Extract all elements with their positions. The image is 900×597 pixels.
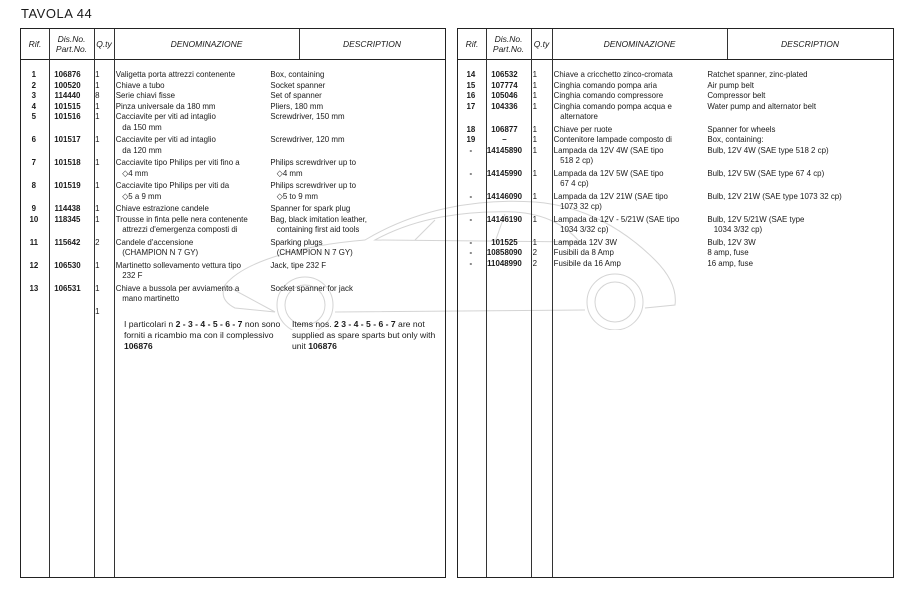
footnote-text: Items nos. (292, 319, 335, 329)
quantity: 1 (95, 282, 100, 293)
table-row (458, 214, 893, 235)
part-number: 107774 (491, 79, 518, 90)
description-line: Bulb, 12V 4W (SAE type 518 2 cp) (707, 144, 829, 155)
rif-number: - (469, 213, 473, 224)
description-line: Screwdriver, 120 mm (270, 134, 345, 144)
description-line: Pliers, 180 mm (270, 100, 324, 111)
header-part-no (49, 29, 94, 59)
description-line: Bulb, 12V 3W (707, 236, 756, 247)
table-row (458, 168, 893, 189)
table-header (21, 29, 445, 60)
denominazione-line: Chiave per ruote (553, 123, 613, 134)
footnote-text: I particolari n (124, 319, 176, 329)
description (270, 101, 323, 112)
denominazione-line: 1073 32 cp) (560, 201, 602, 211)
part-number: 101516 (54, 111, 81, 121)
header-description: DESCRIPTION (342, 39, 402, 49)
denominazione-line: attrezzi d'emergenza composti di (122, 224, 238, 234)
denominazione (116, 157, 240, 178)
quantity: 1 (532, 69, 538, 79)
description-line: Socket spanner (270, 79, 326, 90)
denominazione-line: Fusibile da 16 Amp (553, 257, 621, 268)
denominazione (116, 80, 165, 91)
part-number: 104336 (491, 100, 518, 111)
part-number: 11048990 (487, 257, 522, 268)
part-number: 101518 (54, 157, 81, 167)
quantity: 1 (532, 167, 538, 178)
part-number: – (502, 134, 507, 144)
quantity: 2 (95, 236, 100, 247)
quantity: 1 (532, 134, 538, 144)
table-row (458, 247, 893, 258)
rif-number: - (469, 257, 473, 268)
description (270, 203, 350, 214)
rif-number: 3 (31, 90, 37, 100)
description (707, 124, 775, 135)
part-number: 14146190 (486, 213, 523, 224)
description (707, 214, 804, 235)
rif-number: 14 (466, 69, 476, 79)
denominazione-line: 1034 3/32 cp) (560, 224, 609, 234)
description (270, 80, 325, 91)
description (270, 180, 356, 201)
part-number: 114440 (54, 90, 81, 100)
denominazione-line: Lampada da 12V 21W (SAE tipo (553, 190, 668, 201)
part-number: 101519 (54, 180, 81, 190)
quantity: 1 (532, 236, 538, 247)
denominazione-line: Pinza universale da 180 mm (115, 100, 216, 111)
denominazione (554, 145, 664, 166)
rif-number: 4 (31, 100, 37, 111)
denominazione-line: Lampada 12V 3W (553, 236, 617, 247)
header-part-no-line1: Dis.No. (494, 34, 523, 44)
table-row (21, 157, 445, 178)
description (707, 90, 765, 101)
description-line: Bag, black imitation leather, (270, 213, 368, 224)
rif-number: 9 (31, 203, 37, 213)
table-row (21, 80, 445, 91)
denominazione-line: Lampada da 12V - 5/21W (SAE tipo (553, 213, 680, 224)
header-denominazione: DENOMINAZIONE (603, 39, 676, 49)
table-row (458, 90, 893, 101)
denominazione (116, 214, 248, 235)
denominazione-line: ◇4 mm (122, 167, 149, 178)
part-number: 105046 (491, 90, 518, 100)
description (270, 283, 353, 294)
description (707, 145, 828, 156)
rif-number: - (469, 190, 473, 201)
quantity: 1 (532, 123, 538, 134)
quantity: 1 (95, 134, 100, 144)
header-denominazione: DENOMINAZIONE (170, 39, 243, 49)
denominazione (554, 247, 614, 258)
description-line: Compressor belt (707, 90, 766, 100)
header-description: DESCRIPTION (780, 39, 840, 49)
table-row (458, 101, 893, 122)
table-header (458, 29, 893, 60)
denominazione (554, 191, 668, 212)
denominazione (554, 237, 617, 248)
table-row (458, 145, 893, 166)
denominazione (554, 90, 663, 101)
quantity: 1 (532, 90, 538, 100)
part-number: 14145890 (486, 144, 523, 155)
denominazione-line: Fusibili da 8 Amp (553, 247, 614, 257)
rif-number: - (469, 247, 473, 257)
rif-number: 11 (29, 236, 39, 247)
header-part-no-line2: Part.No. (492, 44, 525, 54)
rif-number: 10 (29, 213, 39, 224)
denominazione (116, 90, 175, 101)
denominazione-line: Valigetta porta attrezzi contenente (115, 69, 236, 79)
table-row (21, 69, 445, 80)
denominazione-line: Cacciavite tipo Philips per viti fino a (115, 157, 240, 167)
footnote-items: 2 3 - 4 - 5 - 6 - 7 (334, 319, 396, 329)
denominazione (554, 168, 664, 189)
table-row (458, 124, 893, 135)
quantity: 1 (532, 100, 538, 111)
rif-number: 18 (466, 123, 476, 134)
footnote-text: are not supplied as spare sparts but only with unit (292, 319, 436, 351)
denominazione (116, 283, 240, 304)
rif-number: 8 (31, 180, 37, 190)
description (270, 237, 352, 258)
denominazione-line: alternatore (560, 111, 598, 121)
denominazione (116, 69, 235, 80)
table-row (458, 237, 893, 248)
denominazione-line: 518 2 cp) (560, 155, 594, 165)
denominazione (116, 203, 209, 214)
denominazione-line: Trousse in finta pelle nera contenente (115, 213, 248, 224)
description-line: Water pump and alternator belt (707, 100, 817, 111)
denominazione (554, 124, 612, 135)
header-part-no-line2: Part.No. (55, 44, 88, 54)
denominazione (554, 101, 672, 122)
description (707, 168, 824, 179)
denominazione-line: 67 4 cp) (560, 178, 589, 188)
table-row (21, 237, 445, 258)
table-body (458, 69, 893, 268)
denominazione-line: ◇5 a 9 mm (122, 190, 162, 201)
description (707, 191, 841, 202)
denominazione (116, 260, 241, 281)
denominazione-line: Lampada da 12V 5W (SAE tipo (553, 167, 664, 178)
description-line: ◇5 to 9 mm (276, 190, 319, 201)
part-number: 106530 (54, 259, 81, 270)
quantity: 1 (95, 213, 100, 224)
denominazione-line: da 150 mm (122, 121, 162, 132)
part-number: 106877 (491, 123, 518, 134)
description-line: 8 amp, fuse (707, 247, 749, 257)
footnote-unit: 106876 (124, 341, 153, 351)
rif-number: 1 (31, 69, 37, 79)
description-line: Set of spanner (270, 90, 322, 100)
rif-number: 7 (31, 157, 37, 167)
quantity: 1 (95, 69, 100, 79)
table-row (21, 180, 445, 201)
description-line: containing first aid tools (276, 224, 360, 234)
description (707, 80, 754, 91)
description-line: Spanner for wheels (707, 123, 776, 134)
description-line: Ratchet spanner, zinc-plated (707, 69, 808, 79)
table-row (21, 90, 445, 101)
description-line: Bulb, 12V 5W (SAE type 67 4 cp) (707, 167, 825, 178)
table-row (458, 80, 893, 91)
rif-number: 12 (29, 259, 39, 270)
description (270, 214, 367, 235)
description (270, 157, 356, 178)
page-title: TAVOLA 44 (21, 6, 93, 21)
part-number: 114438 (54, 203, 81, 213)
footnote-items: 2 - 3 - 4 - 5 - 6 - 7 (175, 319, 243, 329)
rif-number: 6 (31, 134, 37, 144)
rif-number: - (469, 167, 473, 178)
denominazione-line: Martinetto sollevamento vettura tipo (115, 259, 242, 270)
part-number: 115642 (54, 236, 81, 247)
denominazione-line: da 120 mm (122, 144, 162, 155)
description-line: 1034 3/32 cp) (713, 224, 763, 234)
denominazione-line: Candele d'accensione (115, 236, 194, 247)
denominazione-line: Cinghia comando pompa acqua e (553, 100, 672, 111)
table-row (21, 306, 445, 317)
part-number: 106531 (54, 282, 81, 293)
footnote-text: non sono forniti a ricambio ma con il complessivo (124, 319, 281, 340)
denominazione (554, 134, 672, 145)
quantity: 1 (95, 259, 100, 270)
description (270, 134, 344, 145)
table-row (21, 283, 445, 304)
description (707, 134, 763, 145)
denominazione-line: 232 F (122, 270, 143, 280)
part-number: 100520 (54, 79, 81, 90)
denominazione (116, 237, 198, 258)
part-number: 101515 (54, 100, 81, 111)
denominazione (116, 111, 216, 132)
description-line: Bulb, 12V 21W (SAE type 1073 32 cp) (707, 190, 842, 201)
quantity: 2 (532, 257, 538, 268)
quantity: 2 (532, 247, 538, 257)
table-row (458, 258, 893, 269)
rif-number: 16 (466, 90, 476, 100)
rif-number: 13 (29, 282, 39, 293)
denominazione (116, 180, 229, 201)
description (707, 101, 816, 112)
description-line: Spanner for spark plug (270, 203, 351, 213)
part-number: 14145990 (486, 167, 523, 178)
description (270, 69, 324, 80)
quantity: 1 (532, 79, 538, 90)
description-line: (CHAMPION N 7 GY) (276, 247, 353, 257)
table-body (21, 69, 445, 316)
header-part-no (486, 29, 531, 59)
part-number: 118345 (54, 213, 81, 224)
description-line: ◇4 mm (276, 167, 303, 178)
footnote-unit: 106876 (308, 341, 337, 351)
description (707, 258, 753, 269)
table-row (458, 69, 893, 80)
quantity: 1 (95, 111, 100, 121)
description-line: Philips screwdriver up to (270, 180, 357, 190)
quantity: 8 (95, 90, 100, 100)
footnote-italian (124, 319, 284, 352)
denominazione-line: Serie chiavi fisse (115, 90, 176, 100)
table-row (21, 101, 445, 112)
denominazione (116, 101, 216, 112)
quantity: 1 (532, 144, 538, 155)
quantity: 1 (532, 213, 538, 224)
rif-number: - (469, 236, 473, 247)
denominazione (554, 258, 621, 269)
description-line: Socket spanner for jack (270, 282, 353, 293)
denominazione-line: Chiave a cricchetto zinco-cromata (553, 69, 673, 79)
quantity: 1 (95, 157, 100, 167)
table-row (21, 214, 445, 235)
rif-number: 5 (31, 111, 37, 121)
parts-table-right (457, 28, 894, 578)
denominazione-line: mano martinetto (122, 293, 180, 303)
header-rif: Rif. (28, 39, 42, 49)
quantity: 1 (532, 190, 538, 201)
rif-number: 2 (31, 79, 37, 90)
description-line: Sparking plugs (270, 236, 323, 247)
denominazione-line: Cacciavite per viti ad intaglio (115, 111, 216, 121)
description-line: Air pump belt (707, 79, 754, 90)
table-row (458, 134, 893, 145)
description-line: Box, containing (270, 69, 325, 79)
description-line: Screwdriver, 150 mm (270, 111, 345, 121)
denominazione (554, 69, 673, 80)
denominazione-line: Lampada da 12V 4W (SAE tipo (553, 144, 664, 155)
description-line: Bulb, 12V 5/21W (SAE type (707, 213, 805, 224)
part-number: 14146090 (486, 190, 523, 201)
denominazione-line: Chiave a bussola per avviamento a (115, 282, 240, 293)
part-number: 101517 (54, 134, 81, 144)
description (270, 111, 344, 122)
header-part-no-line1: Dis.No. (57, 34, 86, 44)
quantity: 1 (95, 100, 100, 111)
header-rif: Rif. (465, 39, 479, 49)
denominazione-line: Cacciavite per viti ad intaglio (115, 134, 216, 144)
part-number: 106876 (54, 69, 81, 79)
description (707, 247, 748, 258)
table-row (21, 260, 445, 281)
denominazione (554, 214, 680, 235)
description-line: Jack, tipe 232 F (270, 259, 327, 270)
header-qty: Q.ty (96, 39, 112, 49)
header-qty: Q.ty (533, 39, 550, 49)
quantity: 1 (95, 79, 100, 90)
part-number: 106532 (491, 69, 518, 79)
rif-number: - (469, 144, 473, 155)
parts-table-left (20, 28, 446, 578)
denominazione (554, 80, 657, 91)
denominazione-line: Cinghia comando compressore (553, 90, 664, 100)
quantity: 1 (95, 203, 100, 213)
denominazione (116, 134, 216, 155)
quantity: 1 (95, 180, 100, 190)
denominazione-line: Cinghia comando pompa aria (553, 79, 657, 90)
description-line: Philips screwdriver up to (270, 157, 357, 167)
table-row (21, 134, 445, 155)
part-number: 101525 (491, 236, 518, 247)
description (707, 237, 755, 248)
rif-number: 17 (466, 100, 476, 111)
quantity: 1 (95, 305, 100, 316)
description (270, 90, 321, 101)
description-line: Box, containing: (707, 134, 764, 144)
part-number: 10858090 (486, 247, 523, 257)
denominazione-line: Chiave estrazione candele (115, 203, 209, 213)
denominazione-line: Chiave a tubo (115, 79, 165, 90)
table-row (21, 203, 445, 214)
description (270, 260, 326, 271)
rif-number: 15 (466, 79, 476, 90)
denominazione-line: (CHAMPION N 7 GY) (122, 247, 199, 257)
denominazione-line: Contenitore lampade composto di (553, 134, 672, 144)
footnote-english (292, 319, 442, 352)
table-row (21, 111, 445, 132)
rif-number: 19 (466, 134, 476, 144)
description (707, 69, 807, 80)
table-row (458, 191, 893, 212)
description-line: 16 amp, fuse (707, 257, 754, 268)
denominazione-line: Cacciavite tipo Philips per viti da (115, 180, 230, 190)
